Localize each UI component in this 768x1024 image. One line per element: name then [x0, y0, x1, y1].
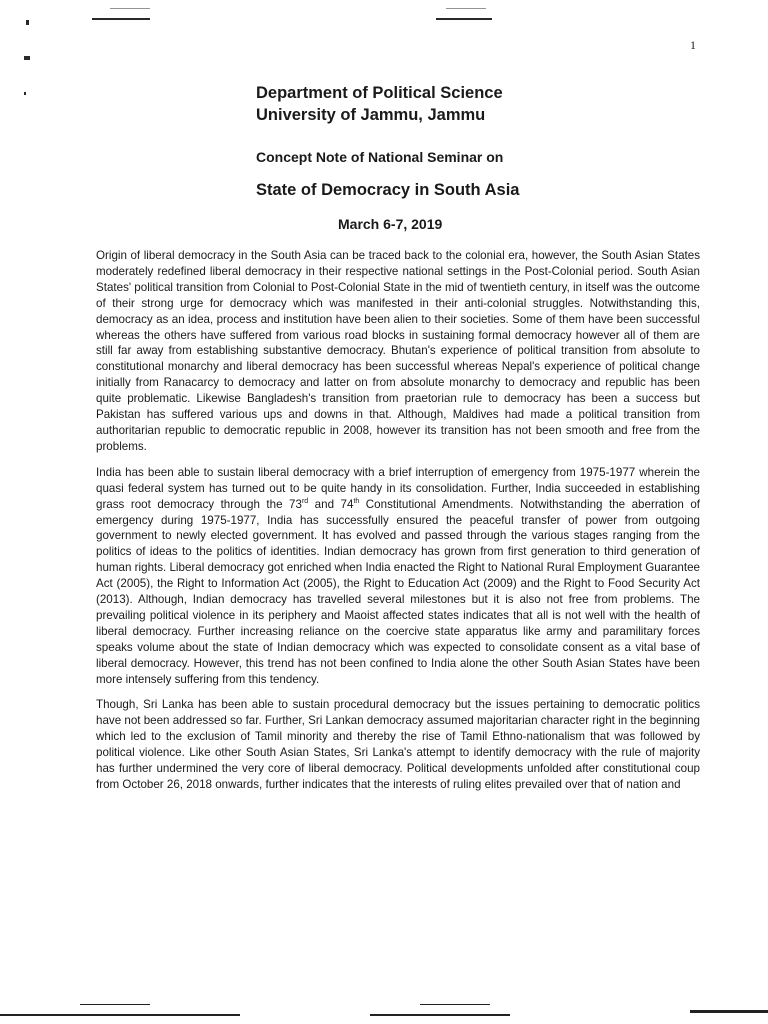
- seminar-line: Concept Note of National Seminar on: [256, 149, 504, 165]
- scan-rule-bottom-center: [370, 1014, 510, 1016]
- paragraph-india-text-3: Constitutional Amendments. Notwithstanding the aberration of emergency during 1975-1977, India has successfully ensured the peaceful transfer of power from outgoing government to newly elected government. It has evolved and passed through the various stages ranging from the politics of ideas to the politics of identities. Indian democracy has grown from first generation to third generation of human rights. Liberal democracy got enriched when India enacted the Right to National Rural Employment Guarantee Act (2005), the Right to Information Act (2005), the Right to Education Act (2009) and the Right to Food Security Act (2013). Although, Indian democracy has travelled several milestones but it is also not free from problems. The prevailing political violence in its periphery and Maoist affected states indicates that all is not well with the health of liberal democracy. Further increasing reliance on the coercive state apparatus like army and paramilitary forces speaks volume about the state of Indian democracy which was expected to consolidate consent as a vital base of liberal democracy. However, this trend has not been confined to India alone the other South Asian States have been more intensely suffering from this tendency.: [96, 497, 701, 686]
- page-number: 1: [690, 38, 696, 52]
- seminar-title: State of Democracy in South Asia: [256, 181, 520, 199]
- scan-speck-left-2: [24, 56, 30, 60]
- seminar-date: March 6-7, 2019: [338, 216, 443, 232]
- superscript-th: th: [353, 497, 360, 505]
- body-text: [96, 248, 700, 803]
- paragraph-sri-lanka: Though, Sri Lanka has been able to sustain procedural democracy but the issues pertaining to democratic politics have not been addressed so far. Further, Sri Lankan democracy assumed majoritarian character right in the beginning which led to the exclusion of Tamil minority and thereby the rise of Tamil Ethno-nationalism that was followed by political violence. Like other South Asian States, Sri Lanka's attempt to identify democracy with the rule of majority has further undermined the very core of liberal democracy. Political developments unfolded after constitutional coup from October 26, 2018 onwards, further indicates that the interests of ruling elites prevailed over that of nation and: [96, 698, 700, 791]
- scan-mark-top-center-2: [446, 8, 486, 9]
- document-header: [256, 82, 676, 233]
- university-name: University of Jammu, Jammu: [256, 106, 486, 124]
- paragraph-india: [96, 465, 700, 688]
- paragraph-india-text-2: and 74: [308, 497, 354, 511]
- scan-rule-bottom-left: [0, 1014, 240, 1016]
- scan-rule-bottom-right: [690, 1010, 768, 1013]
- scan-mark-top-center: [436, 18, 492, 20]
- superscript-rd: rd: [301, 497, 309, 505]
- scan-speck-left-3: [24, 92, 26, 95]
- scan-rule-bottom-center-2: [420, 1004, 490, 1005]
- scan-mark-top-left-2: [110, 8, 150, 9]
- scan-mark-top-left: [92, 18, 150, 20]
- paragraph-india-text-1: India has been able to sustain liberal democracy with a brief interruption of emergency from 1975-1977 wherein the quasi federal system has turned out to be quite handy in its consolidation. Further, India succeeded in establishing grass root democracy through the 73: [96, 465, 700, 511]
- paragraph-origin: Origin of liberal democracy in the South Asia can be traced back to the colonial era, however, the South Asian States moderately redefined liberal democracy in their respective national settings in the Post-Colonial period. South Asian States' political transition from Colonial to Post-Colonial State in the mid of twentieth century, in itself was the outcome of their strong urge for democracy which was manifested in their anti-colonial struggles. Notwithstanding this, democracy as an idea, process and institution have been alien to their societies. Some of them have been successful whereas the others have suffered from various road blocks in sustaining formal democracy however all of them are still far away from establishing substantive democracy. Bhutan's experience of political transition from absolute to constitutional monarchy and liberal democracy has been successful whereas Nepal's experience of political change initially from Ranacarcy to democracy and latter on from absolute monarchy to democracy and republic has been quite problematic. Likewise Bangladesh's transition from praetorian rule to democracy has been a success but Pakistan has suffered various ups and downs in that. Although, Maldives had made a political transition from authoritarian republic to democratic republic in 2008, however its transition has not been smooth and free from the problems.: [96, 249, 700, 453]
- scan-speck-left-1: [26, 20, 29, 25]
- department-name: Department of Political Science: [256, 84, 503, 102]
- scan-rule-bottom-left-2: [80, 1004, 150, 1005]
